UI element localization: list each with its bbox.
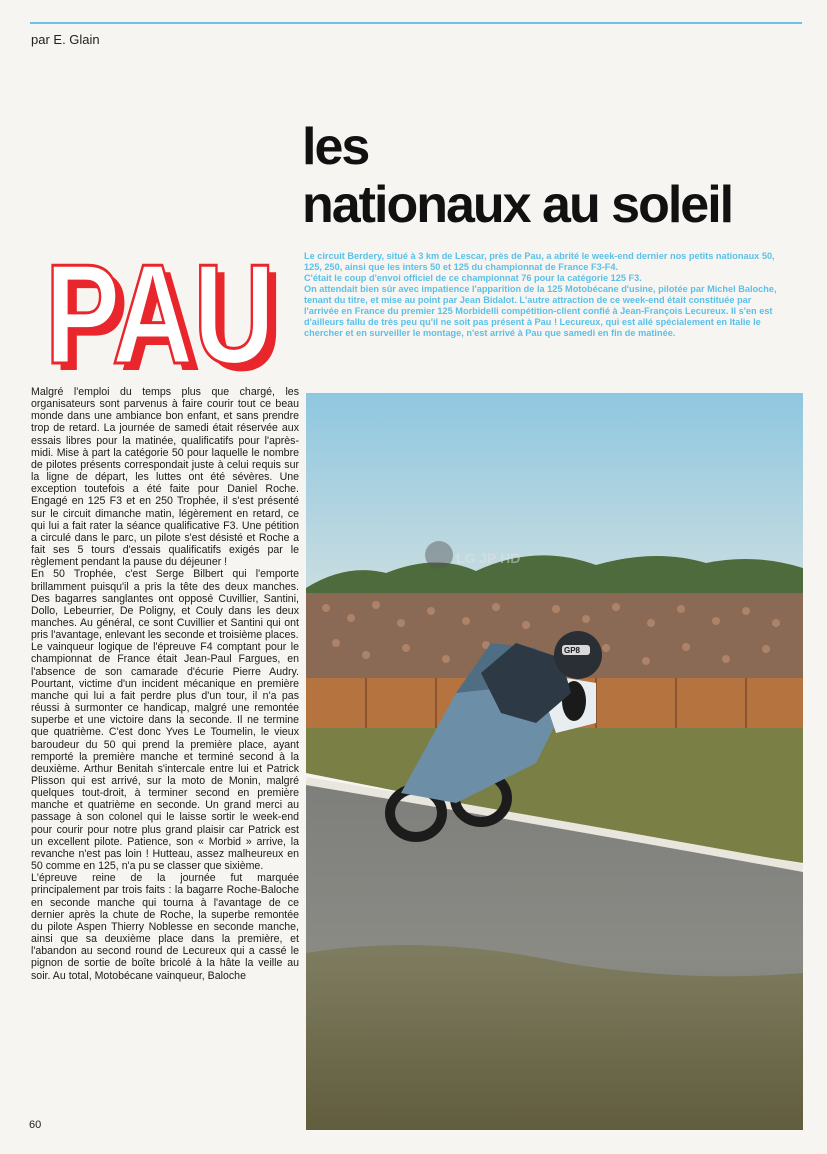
top-rule <box>30 22 802 24</box>
intro-line: Le circuit Berdery, situé à 3 km de Lescar, près de Pau, a abrité le week-end dernier nos petits nationaux 50, 125, 250, ainsi que les inters 50 et 125 du championnat de France F3-F4. <box>304 251 775 272</box>
race-photo <box>306 393 803 1130</box>
body-paragraph: Le vainqueur logique de l'épreuve F4 comptant pour le championnat de France était Jean-Paul Fargues, en l'absence de son camarade d'écurie Pierre Audry. Pourtant, victime d'un incident mécanique en première manche qui lui a fait perdre plus d'un tour, il n'a pas réussi à surmonter ce handicap, malgré une remontée superbe et une victoire dans la seconde. Il ne termine que quatrième. C'est donc Yves Le Toumelin, le vieux baroudeur du 50 qui prend la première place, ayant remporté la première manche et terminé second à la deuxième. Arthur Benitah s'intercale entre lui et Patrick Plisson qui est arrivé, sur la moto de Monin, malgré quelques tout-droit, à terminer second en première manche et quatrième en seconde. Un grand merci au passage à son colonel qui le laisse sortir le week-end pour courir pour notre plus grand plaisir car Patrick est un excellent pilote. Patience, son « Morbid » arrive, la revanche n'est pas loin ! Hutteau, assez malheureux en 50 comme en 125, n'a pu se classer que sixième. <box>31 641 299 873</box>
body-paragraph: Malgré l'emploi du temps plus que chargé, les organisateurs sont parvenus à faire courir tout ce beau monde dans une ambiance bon enfant, et sans prendre trop de retard. La journée de samedi était réservée aux essais libres pour la matinée, qualificatifs pour l'après-midi. Mise à part la catégorie 50 pour laquelle le nombre de pilotes présents correspondait juste à celui requis sur la ligne de départ, les luttes ont été sévères. Une exception toutefois a été faite pour Daniel Roche. Engagé en 125 F3 et en 250 Trophée, il s'est présenté sur le circuit dimanche matin, légèrement en retard, ce qui lui a fait rater la séance qualificative F3. Une pétition a circulé dans le parc, un pilote s'est désisté et Roche a fait ses 5 tours d'essais qualificatifs exigés par le règlement pendant la pause du déjeuner ! <box>31 386 299 569</box>
intro-paragraph <box>304 251 780 339</box>
intro-line: C'était le coup d'envoi officiel de ce championnat 76 pour la catégorie 125 F3. <box>304 273 642 283</box>
pau-title <box>42 252 292 380</box>
watermark-text: LG JP HD <box>456 550 521 566</box>
rider-number: GP8 <box>564 646 581 655</box>
headline-line-1: les <box>302 118 369 176</box>
intro-line: On attendait bien sûr avec impatience l'apparition de la 125 Motobécane d'usine, pilotée par Michel Baloche, tenant du titre, et mise au point par Jean Bidalot. L'autre attraction de ce week-end était constituée par l'arrivée en France du premier 125 Morbidelli compétition-client confié à Jean-François Lecureux. Il s'en est d'ailleurs fallu de très peu qu'il ne soit pas présent à Pau ! Lecureux, qui est allé spécialement en Italie le chercher et en surveiller le montage, n'est arrivé à Pau que samedi en fin de matinée. <box>304 284 777 338</box>
pau-title-face: PAU <box>45 252 275 380</box>
page-number: 60 <box>29 1119 42 1131</box>
headline <box>302 118 732 234</box>
body-paragraph: En 50 Trophée, c'est Serge Bilbert qui l'emporte brillamment puisqu'il a pris la tête des deux manches. Des bagarres sanglantes ont opposé Cuvillier, Santini, Dollo, Lebeurrier, De Poligny, et Couly dans les deux manches. Au général, ce sont Cuvillier et Santini qui ont pris l'avantage, enlevant les seconde et troisième places. <box>31 568 299 642</box>
headline-line-2: nationaux au soleil <box>302 176 733 234</box>
article-body <box>31 386 299 1130</box>
pau-title-shadow: PAU <box>53 252 283 380</box>
body-paragraph: L'épreuve reine de la journée fut marquée principalement par trois faits : la bagarre Roche-Baloche en seconde manche qui tourna à l'avantage de ce dernier après la chute de Roche, la superbe remontée du pilote Aspen Thierry Noblesse en seconde manche, ainsi que sa deuxième place dans la première, et l'abandon au second round de Lecureux qui a cassé le pignon de sortie de boîte bricolé à la hâte la veille au soir. Au total, Motobécane vainqueur, Baloche <box>31 872 299 982</box>
byline: par E. Glain <box>31 32 100 47</box>
